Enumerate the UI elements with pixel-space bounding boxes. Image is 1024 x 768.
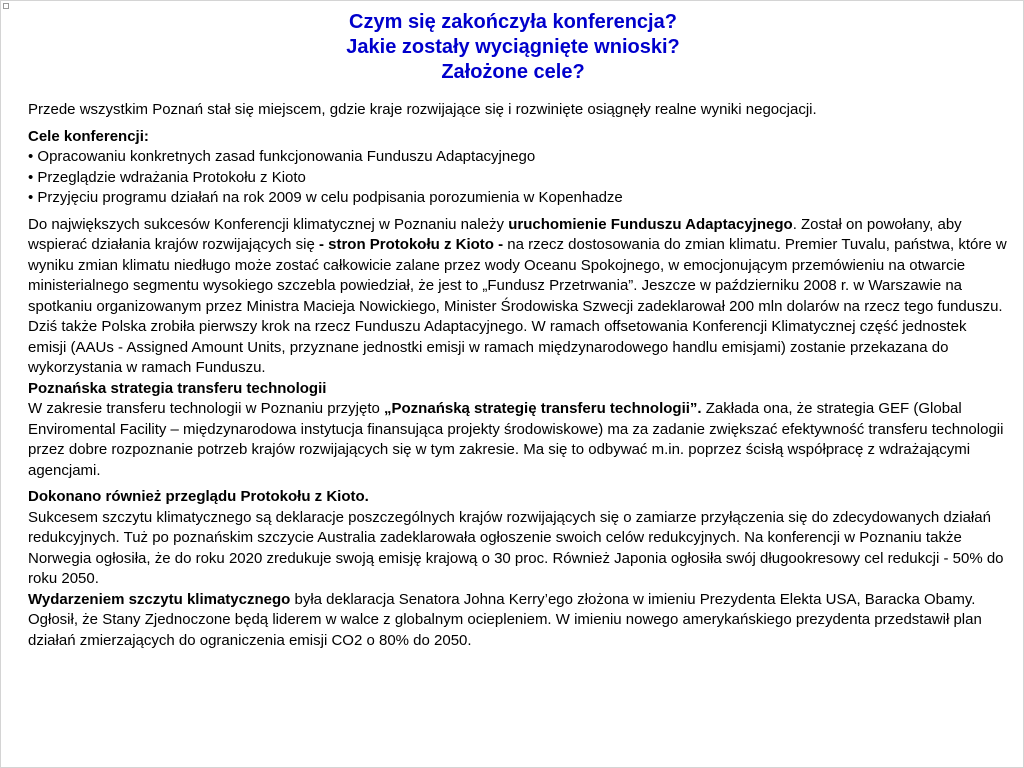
goals-section — [28, 127, 1008, 209]
fund-paragraph: Do największych sukcesów Konferencji klimatycznej w Poznaniu należy uruchomienie Funduszu Adaptacyjnego. Został on powołany, aby wspierać działania krajów rozwijających się - stron Protokołu z Kioto - na rzecz dostosowania do zmian klimatu. Premier Tuvalu, państwa, które w wyniku zmian klimatu niedługo może zostać całkowicie zalane przez wody Oceanu Spokojnego, w emocjonującym przemówieniu na otwarcie ministerialnego segmentu wysokiego szczebla powiedział, że jest to „Fundusz Przetrwania”. Jeszcze w październiku 2008 r. w Warszawie na spotkaniu organizowanym przez Ministra Macieja Nowickiego, Minister Środowiska Szwecji zadeklarował 200 mln dolarów na rzecz tego funduszu. Dziś także Polska zrobiła pierwszy krok na rzecz Funduszu Adaptacyjnego. W ramach offsetowania Konferencji Klimatycznej część jednostek emisji (AAUs - Assigned Amount Units, przyznane jednostki emisji w ramach międzynarodowego handlu emisjami) zostanie przekazana do wykorzystania w ramach Funduszu. — [28, 215, 1007, 376]
title-line-1: Czym się zakończyła konferencja? — [349, 11, 677, 33]
review-paragraph: Sukcesem szczytu klimatycznego są deklaracje poszczególnych krajów rozwijających się o zamiarze przyłączenia się do zdecydowanych działań redukcyjnych. Tuż po poznańskim szczycie Australia zadeklarowała ogłoszenie swoich celów redukcyjnych. Na konferencji w Poznaniu także Norwegia ogłosiła, że do roku 2020 zredukuje swoją emisję krajową o 30 proc. Również Japonia ogłosiła swój długookresowy cel redukcji - 50% do roku 2050. — [28, 508, 1004, 587]
intro-paragraph: Przede wszystkim Poznań stał się miejscem, gdzie kraje rozwijające się i rozwinięte osiągnęły realne wyniki negocjacji. — [28, 101, 817, 118]
goals-heading: Cele konferencji: — [28, 127, 149, 145]
strategy-paragraph: W zakresie transferu technologii w Poznaniu przyjęto „Poznańską strategię transferu technologii”. Zakłada ona, że strategia GEF (Global Enviromental Facility – międzynarodowa instytucja finansująca projekty środowiskowe) ma za zadanie zwiększać efektywność transferu technologii przez dobre rozpoznanie potrzeb krajów rozwijających się w tym zakresie. Ma się to odbywać m.in. poprzez ścisłą współpracę z wdrażającymi agencjami. — [28, 400, 1004, 479]
strategy-section — [28, 379, 1008, 482]
goal-item: • Przyjęciu programu działań na rok 2009 w celu podpisania porozumienia w Kopenhadze — [28, 189, 623, 206]
slide-title — [1, 10, 1024, 85]
title-line-2: Jakie zostały wyciągnięte wnioski? — [346, 36, 680, 58]
title-line-3: Założone cele? — [441, 61, 585, 83]
goal-item: • Przeglądzie wdrażania Protokołu z Kioto — [28, 168, 306, 186]
review-section — [28, 487, 1008, 590]
event-paragraph: Wydarzeniem szczytu klimatycznego była deklaracja Senatora Johna Kerry’ego złożona w imieniu Prezydenta Elekta USA, Baracka Obamy. Ogłosił, że Stany Zjednoczone będą liderem w walce z globalnym ociepleniem. W imieniu nowego amerykańskiego prezydenta przedstawił plan działań zmierzających do ograniczenia emisji CO2 o 80% do 2050. — [28, 590, 982, 649]
slide-body — [28, 100, 1008, 651]
broken-image-icon — [3, 3, 9, 9]
review-heading: Dokonano również przeglądu Protokołu z Kioto. — [28, 488, 369, 505]
strategy-heading: Poznańska strategia transferu technologii — [28, 379, 327, 397]
goal-item: • Opracowaniu konkretnych zasad funkcjonowania Funduszu Adaptacyjnego — [28, 148, 536, 165]
